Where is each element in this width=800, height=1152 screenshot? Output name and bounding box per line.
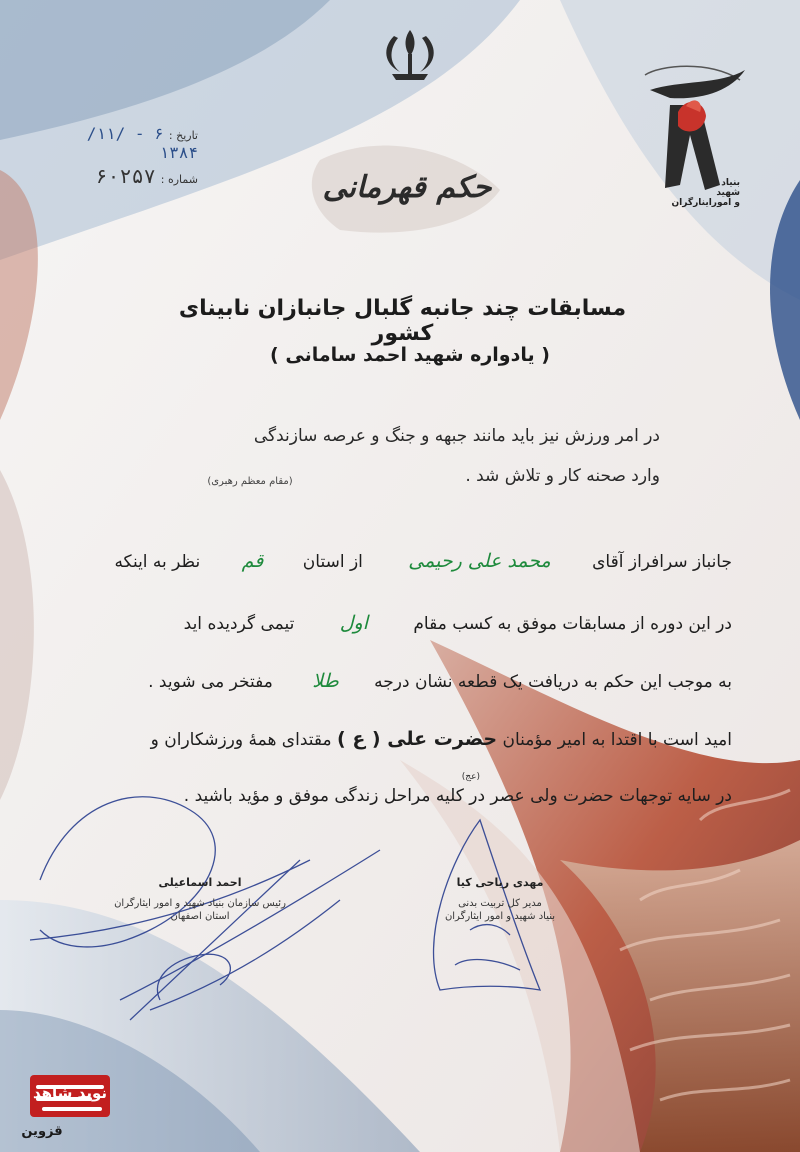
signature-left xyxy=(100,876,300,923)
org-logo-text xyxy=(640,178,740,208)
quote-line-1: در امر ورزش نیز باید مانند جبهه و جنگ و عرصه سازندگی xyxy=(253,426,660,446)
number-value: ۶۰۲۵۷ xyxy=(95,164,156,188)
body-l3-suffix: مفتخر می شوید . xyxy=(148,672,273,692)
medal-value: طلا xyxy=(312,670,339,692)
watermark-brand: نوید شاهد xyxy=(32,1084,107,1102)
signature-right-role-1: مدیر کل تربیت بدنی xyxy=(458,898,542,909)
body-line-4 xyxy=(70,728,732,750)
watermark-city: قزوین xyxy=(21,1124,63,1139)
body-line-1 xyxy=(70,550,732,572)
signature-right-role-2: بنیاد شهید و امور ایثارگران xyxy=(444,911,556,922)
signature-left-role-1: رئیس سازمان بنیاد شهید و امور ایثارگران xyxy=(114,898,286,909)
number-label: شماره : xyxy=(160,173,198,186)
doc-type-title: حکم قهرمانی xyxy=(322,170,492,205)
date-row xyxy=(68,124,198,162)
signature-left-role-2: استان اصفهان xyxy=(170,911,230,922)
body-l4-prefix: امید است با اقتدا به امیر مؤمنان xyxy=(502,730,732,750)
competition-title: مسابقات چند جانبه گلبال جانبازان نابینای کشور xyxy=(178,296,627,346)
body-line-2 xyxy=(70,612,732,634)
number-row xyxy=(62,164,198,188)
memorial-subtitle: ( یادواره شهید احمد سامانی ) xyxy=(270,344,550,366)
body-l2-suffix: تیمی گردیده اید xyxy=(183,614,295,634)
body-l5-mark: (عج) xyxy=(461,772,480,782)
body-l1-province-label: از استان xyxy=(302,552,363,572)
org-logo-line1: بنیاد xyxy=(721,178,740,188)
rank-value: اول xyxy=(339,612,368,634)
body-l1-prefix: جانباز سرافراز آقای xyxy=(592,552,732,572)
org-logo-line3: و اموراینارگران xyxy=(671,198,740,208)
body-l1-suffix: نظر به اینکه xyxy=(114,552,201,572)
body-l2-prefix: در این دوره از مسابقات موفق به کسب مقام xyxy=(413,614,732,634)
recipient-name: محمد علی رحیمی xyxy=(408,550,551,572)
body-l4-suffix: مقتدای همهٔ ورزشکاران و xyxy=(150,730,332,750)
org-logo-line2: شهید xyxy=(716,188,740,198)
signature-right-name: مهدی ریاحی کیا xyxy=(456,876,544,889)
quote-line-2: وارد صحنه کار و تلاش شد . xyxy=(465,466,660,486)
date-label: تاریخ : xyxy=(168,129,198,142)
date-value: ۶ - /۱۱/ ۱۳۸۴ xyxy=(86,124,198,162)
body-line-5: در سایه توجهات حضرت ولی عصر در کلیه مراحل زندگی موفق و مؤید باشید . xyxy=(183,786,732,806)
province-value: قم xyxy=(241,550,264,572)
body-l3-prefix: به موجب این حکم به دریافت یک قطعه نشان درجه xyxy=(374,672,732,692)
quote-attribution: (مقام معظم رهبری) xyxy=(207,476,293,487)
signature-left-name: احمد اسماعیلی xyxy=(158,876,242,889)
body-line-3 xyxy=(70,670,732,692)
signature-right xyxy=(400,876,600,923)
body-l4-bold: حضرت علی ( ع ) xyxy=(337,728,498,750)
